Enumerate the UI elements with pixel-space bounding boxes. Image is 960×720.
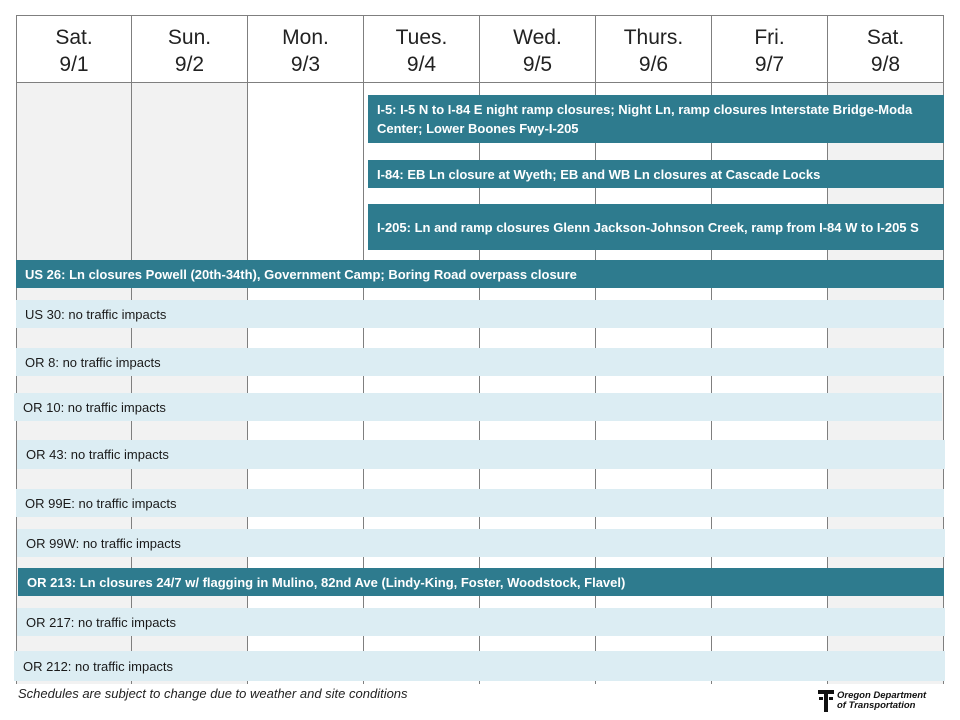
closure-bar-or-99w: OR 99W: no traffic impacts: [17, 529, 945, 557]
day-date: 9/8: [870, 53, 901, 76]
day-name: Thurs.: [623, 26, 684, 49]
day-name: Tues.: [395, 26, 448, 49]
closure-bar-us-26: US 26: Ln closures Powell (20th-34th), Government Camp; Boring Road overpass closure: [16, 260, 944, 288]
day-header: [17, 15, 131, 83]
day-header: [480, 15, 595, 83]
day-date: 9/7: [754, 53, 785, 76]
odot-logo-text: [837, 691, 926, 711]
closure-bar-or-8: OR 8: no traffic impacts: [16, 348, 944, 376]
closure-bar-or-217: OR 217: no traffic impacts: [17, 608, 945, 636]
day-name: Sat.: [866, 26, 905, 49]
schedule-disclaimer: Schedules are subject to change due to weather and site conditions: [18, 686, 408, 701]
closure-bar-or-43: OR 43: no traffic impacts: [17, 440, 945, 469]
day-name: Sun.: [167, 26, 212, 49]
closure-bar-i-205: I-205: Ln and ramp closures Glenn Jackson-Johnson Creek, ramp from I-84 W to I-205 S: [368, 204, 944, 250]
day-name: Mon.: [282, 26, 329, 49]
day-header: [712, 15, 827, 83]
day-name: Sat.: [55, 26, 93, 49]
closure-bar-i-84: I-84: EB Ln closure at Wyeth; EB and WB Ln closures at Cascade Locks: [368, 160, 944, 188]
day-date: 9/5: [522, 53, 553, 76]
day-date: 9/3: [290, 53, 321, 76]
day-header: [364, 15, 479, 83]
closure-bar-or-212: OR 212: no traffic impacts: [14, 651, 945, 681]
day-date: 9/1: [59, 53, 89, 76]
logo-line-1: Oregon Department: [837, 690, 927, 701]
closure-bar-or-213: OR 213: Ln closures 24/7 w/ flagging in Mulino, 82nd Ave (Lindy-King, Foster, Woodstock, Flavel): [18, 568, 944, 596]
day-header: [828, 15, 943, 83]
day-date: 9/6: [638, 53, 669, 76]
closure-bar-or-99e: OR 99E: no traffic impacts: [16, 489, 944, 517]
day-date: 9/4: [406, 53, 437, 76]
closure-bar-us-30: US 30: no traffic impacts: [16, 300, 944, 328]
logo-line-2: of Transportation: [837, 700, 916, 711]
odot-logo: [817, 689, 941, 715]
day-header: [132, 15, 247, 83]
day-date: 9/2: [174, 53, 205, 76]
closure-bar-or-10: OR 10: no traffic impacts: [14, 393, 942, 421]
day-name: Wed.: [513, 26, 562, 49]
day-header: [248, 15, 363, 83]
day-header: [596, 15, 711, 83]
day-name: Fri.: [754, 26, 785, 49]
closure-bar-i-5: I-5: I-5 N to I-84 E night ramp closures; Night Ln, ramp closures Interstate Bridge-Moda Center; Lower Boones Fwy-I-205: [368, 95, 944, 143]
odot-logo-icon: [817, 689, 835, 713]
